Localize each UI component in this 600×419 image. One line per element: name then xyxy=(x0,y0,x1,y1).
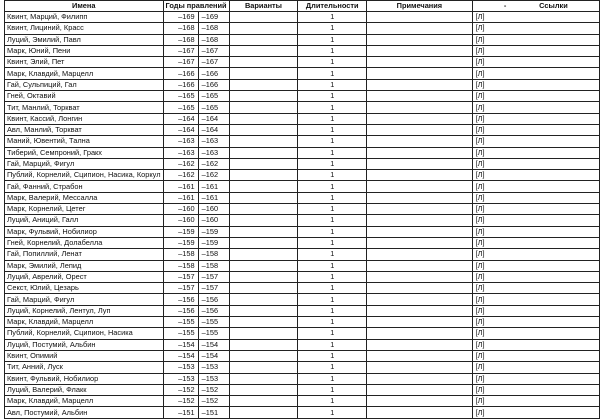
link-cell[interactable]: [Л] xyxy=(472,328,599,339)
header-links-prefix: - xyxy=(503,1,507,10)
name-cell: Гней, Корнелий, Долабелла xyxy=(5,237,164,248)
year-end-cell: –169 xyxy=(198,12,229,23)
year-end-cell: –162 xyxy=(198,158,229,169)
notes-cell xyxy=(367,339,472,350)
year-end-cell: –158 xyxy=(198,260,229,271)
year-start-cell: –157 xyxy=(163,271,198,282)
year-end-cell: –165 xyxy=(198,91,229,102)
link-cell[interactable]: [Л] xyxy=(472,237,599,248)
table-row xyxy=(5,45,600,56)
variant-cell xyxy=(229,294,298,305)
table-row xyxy=(5,34,600,45)
year-start-cell: –162 xyxy=(163,170,198,181)
variant-cell xyxy=(229,373,298,384)
name-cell: Квинт, Кассий, Лонгин xyxy=(5,113,164,124)
year-start-cell: –162 xyxy=(163,158,198,169)
duration-cell: 1 xyxy=(298,396,367,407)
table-row xyxy=(5,204,600,215)
year-end-cell: –166 xyxy=(198,68,229,79)
table-row xyxy=(5,271,600,282)
year-start-cell: –160 xyxy=(163,215,198,226)
year-start-cell: –154 xyxy=(163,339,198,350)
variant-cell xyxy=(229,23,298,34)
name-cell: Квинт, Элий, Пет xyxy=(5,57,164,68)
duration-cell: 1 xyxy=(298,147,367,158)
table-row xyxy=(5,328,600,339)
duration-cell: 1 xyxy=(298,34,367,45)
notes-cell xyxy=(367,215,472,226)
variant-cell xyxy=(229,384,298,395)
name-cell: Луций, Аниций, Галл xyxy=(5,215,164,226)
link-cell[interactable]: [Л] xyxy=(472,317,599,328)
notes-cell xyxy=(367,147,472,158)
link-cell[interactable]: [Л] xyxy=(472,192,599,203)
duration-cell: 1 xyxy=(298,215,367,226)
duration-cell: 1 xyxy=(298,260,367,271)
year-end-cell: –164 xyxy=(198,124,229,135)
variant-cell xyxy=(229,113,298,124)
name-cell: Авл, Постумий, Альбин xyxy=(5,407,164,418)
variant-cell xyxy=(229,317,298,328)
table-row xyxy=(5,294,600,305)
duration-cell: 1 xyxy=(298,305,367,316)
table-row xyxy=(5,373,600,384)
name-cell: Луций, Эмилий, Павл xyxy=(5,34,164,45)
variant-cell xyxy=(229,57,298,68)
name-cell: Марк, Корнелий, Цетег xyxy=(5,204,164,215)
duration-cell: 1 xyxy=(298,407,367,418)
year-end-cell: –160 xyxy=(198,215,229,226)
notes-cell xyxy=(367,181,472,192)
table-row xyxy=(5,23,600,34)
duration-cell: 1 xyxy=(298,23,367,34)
notes-cell xyxy=(367,407,472,418)
link-cell[interactable]: [Л] xyxy=(472,102,599,113)
variant-cell xyxy=(229,407,298,418)
table-row xyxy=(5,158,600,169)
variant-cell xyxy=(229,192,298,203)
header-notes: Примечания xyxy=(367,1,472,12)
link-cell[interactable]: [Л] xyxy=(472,384,599,395)
name-cell: Гай, Попиллий, Ленат xyxy=(5,249,164,260)
table-row xyxy=(5,102,600,113)
name-cell: Марк, Клавдий, Марцелл xyxy=(5,396,164,407)
variant-cell xyxy=(229,271,298,282)
year-end-cell: –165 xyxy=(198,102,229,113)
year-start-cell: –151 xyxy=(163,407,198,418)
year-start-cell: –166 xyxy=(163,68,198,79)
name-cell: Публий, Корнелий, Сципион, Насика xyxy=(5,328,164,339)
year-end-cell: –167 xyxy=(198,57,229,68)
link-cell[interactable]: [Л] xyxy=(472,170,599,181)
year-start-cell: –169 xyxy=(163,12,198,23)
table-row xyxy=(5,192,600,203)
header-names: Имена xyxy=(5,1,164,12)
link-cell[interactable]: [Л] xyxy=(472,339,599,350)
name-cell: Гай, Марций, Фигул xyxy=(5,294,164,305)
duration-cell: 1 xyxy=(298,328,367,339)
year-start-cell: –165 xyxy=(163,102,198,113)
name-cell: Марк, Клавдий, Марцелл xyxy=(5,317,164,328)
notes-cell xyxy=(367,226,472,237)
duration-cell: 1 xyxy=(298,384,367,395)
variant-cell xyxy=(229,170,298,181)
year-end-cell: –156 xyxy=(198,305,229,316)
notes-cell xyxy=(367,260,472,271)
duration-cell: 1 xyxy=(298,204,367,215)
variant-cell xyxy=(229,124,298,135)
year-end-cell: –154 xyxy=(198,350,229,361)
year-start-cell: –168 xyxy=(163,34,198,45)
table-row xyxy=(5,350,600,361)
consuls-table xyxy=(4,0,600,419)
variant-cell xyxy=(229,12,298,23)
year-start-cell: –155 xyxy=(163,317,198,328)
variant-cell xyxy=(229,362,298,373)
name-cell: Квинт, Опимий xyxy=(5,350,164,361)
duration-cell: 1 xyxy=(298,45,367,56)
year-start-cell: –168 xyxy=(163,23,198,34)
duration-cell: 1 xyxy=(298,170,367,181)
year-start-cell: –164 xyxy=(163,124,198,135)
year-start-cell: –157 xyxy=(163,283,198,294)
duration-cell: 1 xyxy=(298,158,367,169)
name-cell: Гней, Октавий xyxy=(5,91,164,102)
variant-cell xyxy=(229,204,298,215)
table-row xyxy=(5,79,600,90)
year-start-cell: –166 xyxy=(163,79,198,90)
year-start-cell: –154 xyxy=(163,350,198,361)
header-links xyxy=(472,1,599,12)
link-cell[interactable]: [Л] xyxy=(472,373,599,384)
link-cell[interactable]: [Л] xyxy=(472,271,599,282)
year-end-cell: –167 xyxy=(198,45,229,56)
duration-cell: 1 xyxy=(298,237,367,248)
table-row xyxy=(5,237,600,248)
variant-cell xyxy=(229,249,298,260)
name-cell: Квинт, Фульвий, Нобилиор xyxy=(5,373,164,384)
table-row xyxy=(5,317,600,328)
table-row xyxy=(5,68,600,79)
year-end-cell: –161 xyxy=(198,192,229,203)
link-cell[interactable]: [Л] xyxy=(472,283,599,294)
link-cell[interactable]: [Л] xyxy=(472,158,599,169)
year-start-cell: –153 xyxy=(163,373,198,384)
name-cell: Марк, Фульвий, Нобилиор xyxy=(5,226,164,237)
link-cell[interactable]: [Л] xyxy=(472,362,599,373)
table-row xyxy=(5,215,600,226)
year-start-cell: –163 xyxy=(163,136,198,147)
year-end-cell: –155 xyxy=(198,328,229,339)
table-row xyxy=(5,113,600,124)
table-row xyxy=(5,362,600,373)
year-end-cell: –168 xyxy=(198,23,229,34)
notes-cell xyxy=(367,136,472,147)
year-start-cell: –164 xyxy=(163,113,198,124)
year-start-cell: –167 xyxy=(163,45,198,56)
year-end-cell: –166 xyxy=(198,79,229,90)
name-cell: Луций, Постумий, Альбин xyxy=(5,339,164,350)
variant-cell xyxy=(229,396,298,407)
notes-cell xyxy=(367,294,472,305)
variant-cell xyxy=(229,102,298,113)
year-start-cell: –152 xyxy=(163,396,198,407)
year-end-cell: –153 xyxy=(198,373,229,384)
table-row xyxy=(5,170,600,181)
duration-cell: 1 xyxy=(298,68,367,79)
table-row xyxy=(5,339,600,350)
year-start-cell: –159 xyxy=(163,226,198,237)
name-cell: Публий, Корнелий, Сципион, Насика, Коркул xyxy=(5,170,164,181)
notes-cell xyxy=(367,249,472,260)
link-cell[interactable]: [Л] xyxy=(472,45,599,56)
name-cell: Авл, Манлий, Торкват xyxy=(5,124,164,135)
year-end-cell: –152 xyxy=(198,396,229,407)
variant-cell xyxy=(229,350,298,361)
duration-cell: 1 xyxy=(298,362,367,373)
notes-cell xyxy=(367,91,472,102)
name-cell: Секст, Юлий, Цезарь xyxy=(5,283,164,294)
notes-cell xyxy=(367,362,472,373)
notes-cell xyxy=(367,328,472,339)
duration-cell: 1 xyxy=(298,294,367,305)
duration-cell: 1 xyxy=(298,226,367,237)
link-cell[interactable]: [Л] xyxy=(472,57,599,68)
year-end-cell: –161 xyxy=(198,181,229,192)
duration-cell: 1 xyxy=(298,373,367,384)
year-start-cell: –152 xyxy=(163,384,198,395)
duration-cell: 1 xyxy=(298,113,367,124)
notes-cell xyxy=(367,384,472,395)
name-cell: Марк, Юний, Пени xyxy=(5,45,164,56)
variant-cell xyxy=(229,181,298,192)
name-cell: Тит, Анний, Луск xyxy=(5,362,164,373)
table-row xyxy=(5,136,600,147)
notes-cell xyxy=(367,57,472,68)
variant-cell xyxy=(229,79,298,90)
link-cell[interactable]: [Л] xyxy=(472,396,599,407)
variant-cell xyxy=(229,226,298,237)
duration-cell: 1 xyxy=(298,271,367,282)
year-end-cell: –153 xyxy=(198,362,229,373)
name-cell: Луций, Аврелий, Орест xyxy=(5,271,164,282)
duration-cell: 1 xyxy=(298,91,367,102)
duration-cell: 1 xyxy=(298,283,367,294)
year-end-cell: –163 xyxy=(198,136,229,147)
duration-cell: 1 xyxy=(298,12,367,23)
notes-cell xyxy=(367,283,472,294)
notes-cell xyxy=(367,23,472,34)
year-start-cell: –156 xyxy=(163,305,198,316)
variant-cell xyxy=(229,158,298,169)
header-links-label: Ссылки xyxy=(539,1,568,10)
notes-cell xyxy=(367,68,472,79)
year-end-cell: –156 xyxy=(198,294,229,305)
year-start-cell: –161 xyxy=(163,192,198,203)
year-start-cell: –158 xyxy=(163,260,198,271)
duration-cell: 1 xyxy=(298,181,367,192)
link-cell[interactable]: [Л] xyxy=(472,91,599,102)
notes-cell xyxy=(367,373,472,384)
year-end-cell: –168 xyxy=(198,34,229,45)
duration-cell: 1 xyxy=(298,124,367,135)
link-cell[interactable]: [Л] xyxy=(472,34,599,45)
year-end-cell: –158 xyxy=(198,249,229,260)
duration-cell: 1 xyxy=(298,136,367,147)
header-durations: Длительности xyxy=(298,1,367,12)
variant-cell xyxy=(229,45,298,56)
year-end-cell: –151 xyxy=(198,407,229,418)
year-start-cell: –155 xyxy=(163,328,198,339)
variant-cell xyxy=(229,68,298,79)
duration-cell: 1 xyxy=(298,192,367,203)
table-row xyxy=(5,181,600,192)
name-cell: Гай, Марций, Фигул xyxy=(5,158,164,169)
notes-cell xyxy=(367,124,472,135)
year-start-cell: –165 xyxy=(163,91,198,102)
notes-cell xyxy=(367,113,472,124)
year-end-cell: –154 xyxy=(198,339,229,350)
duration-cell: 1 xyxy=(298,350,367,361)
variant-cell xyxy=(229,328,298,339)
link-cell[interactable]: [Л] xyxy=(472,124,599,135)
link-cell[interactable]: [Л] xyxy=(472,226,599,237)
year-end-cell: –159 xyxy=(198,237,229,248)
variant-cell xyxy=(229,339,298,350)
link-cell[interactable]: [Л] xyxy=(472,249,599,260)
link-cell[interactable]: [Л] xyxy=(472,79,599,90)
notes-cell xyxy=(367,271,472,282)
notes-cell xyxy=(367,317,472,328)
link-cell[interactable]: [Л] xyxy=(472,136,599,147)
duration-cell: 1 xyxy=(298,102,367,113)
table-row xyxy=(5,147,600,158)
name-cell: Гай, Сульпиций, Гал xyxy=(5,79,164,90)
table-row xyxy=(5,407,600,418)
variant-cell xyxy=(229,147,298,158)
notes-cell xyxy=(367,34,472,45)
name-cell: Марк, Валерий, Мессалла xyxy=(5,192,164,203)
name-cell: Луций, Корнелий, Лентул, Луп xyxy=(5,305,164,316)
year-end-cell: –160 xyxy=(198,204,229,215)
year-start-cell: –163 xyxy=(163,147,198,158)
name-cell: Тиберий, Семпроний, Гракх xyxy=(5,147,164,158)
notes-cell xyxy=(367,79,472,90)
year-end-cell: –152 xyxy=(198,384,229,395)
year-end-cell: –163 xyxy=(198,147,229,158)
link-cell[interactable]: [Л] xyxy=(472,305,599,316)
year-start-cell: –159 xyxy=(163,237,198,248)
notes-cell xyxy=(367,158,472,169)
notes-cell xyxy=(367,350,472,361)
notes-cell xyxy=(367,102,472,113)
table-row xyxy=(5,384,600,395)
duration-cell: 1 xyxy=(298,339,367,350)
variant-cell xyxy=(229,215,298,226)
year-start-cell: –153 xyxy=(163,362,198,373)
notes-cell xyxy=(367,12,472,23)
table-row xyxy=(5,396,600,407)
name-cell: Квинт, Лициний, Красс xyxy=(5,23,164,34)
link-cell[interactable]: [Л] xyxy=(472,204,599,215)
year-start-cell: –158 xyxy=(163,249,198,260)
year-end-cell: –159 xyxy=(198,226,229,237)
duration-cell: 1 xyxy=(298,317,367,328)
link-cell[interactable]: [Л] xyxy=(472,294,599,305)
notes-cell xyxy=(367,45,472,56)
notes-cell xyxy=(367,192,472,203)
name-cell: Марк, Клавдий, Марцелл xyxy=(5,68,164,79)
table-row xyxy=(5,12,600,23)
variant-cell xyxy=(229,136,298,147)
link-cell[interactable]: [Л] xyxy=(472,68,599,79)
table-row xyxy=(5,283,600,294)
duration-cell: 1 xyxy=(298,79,367,90)
table-row xyxy=(5,249,600,260)
link-cell[interactable]: [Л] xyxy=(472,113,599,124)
name-cell: Марк, Эмилий, Лепид xyxy=(5,260,164,271)
table-row xyxy=(5,260,600,271)
table-row xyxy=(5,305,600,316)
variant-cell xyxy=(229,237,298,248)
name-cell: Луций, Валерий, Флакк xyxy=(5,384,164,395)
variant-cell xyxy=(229,34,298,45)
link-cell[interactable]: [Л] xyxy=(472,260,599,271)
name-cell: Квинт, Марций, Филипп xyxy=(5,12,164,23)
link-cell[interactable]: [Л] xyxy=(472,181,599,192)
name-cell: Тит, Манлий, Торкват xyxy=(5,102,164,113)
notes-cell xyxy=(367,305,472,316)
year-start-cell: –167 xyxy=(163,57,198,68)
year-start-cell: –161 xyxy=(163,181,198,192)
duration-cell: 1 xyxy=(298,57,367,68)
link-cell[interactable]: [Л] xyxy=(472,350,599,361)
year-end-cell: –155 xyxy=(198,317,229,328)
header-row xyxy=(5,1,600,12)
link-cell[interactable]: [Л] xyxy=(472,23,599,34)
notes-cell xyxy=(367,204,472,215)
link-cell[interactable]: [Л] xyxy=(472,407,599,418)
notes-cell xyxy=(367,170,472,181)
table-row xyxy=(5,57,600,68)
variant-cell xyxy=(229,91,298,102)
duration-cell: 1 xyxy=(298,249,367,260)
year-end-cell: –164 xyxy=(198,113,229,124)
variant-cell xyxy=(229,305,298,316)
year-end-cell: –157 xyxy=(198,271,229,282)
notes-cell xyxy=(367,237,472,248)
year-end-cell: –162 xyxy=(198,170,229,181)
header-years: Годы правлений xyxy=(163,1,229,12)
header-variants: Варианты xyxy=(229,1,298,12)
table-row xyxy=(5,226,600,237)
year-start-cell: –156 xyxy=(163,294,198,305)
link-cell[interactable]: [Л] xyxy=(472,147,599,158)
notes-cell xyxy=(367,396,472,407)
variant-cell xyxy=(229,283,298,294)
name-cell: Маний, Ювентий, Тална xyxy=(5,136,164,147)
link-cell[interactable]: [Л] xyxy=(472,215,599,226)
year-start-cell: –160 xyxy=(163,204,198,215)
variant-cell xyxy=(229,260,298,271)
table-row xyxy=(5,91,600,102)
year-end-cell: –157 xyxy=(198,283,229,294)
table-row xyxy=(5,124,600,135)
name-cell: Гай, Фанний, Страбон xyxy=(5,181,164,192)
link-cell[interactable]: [Л] xyxy=(472,12,599,23)
